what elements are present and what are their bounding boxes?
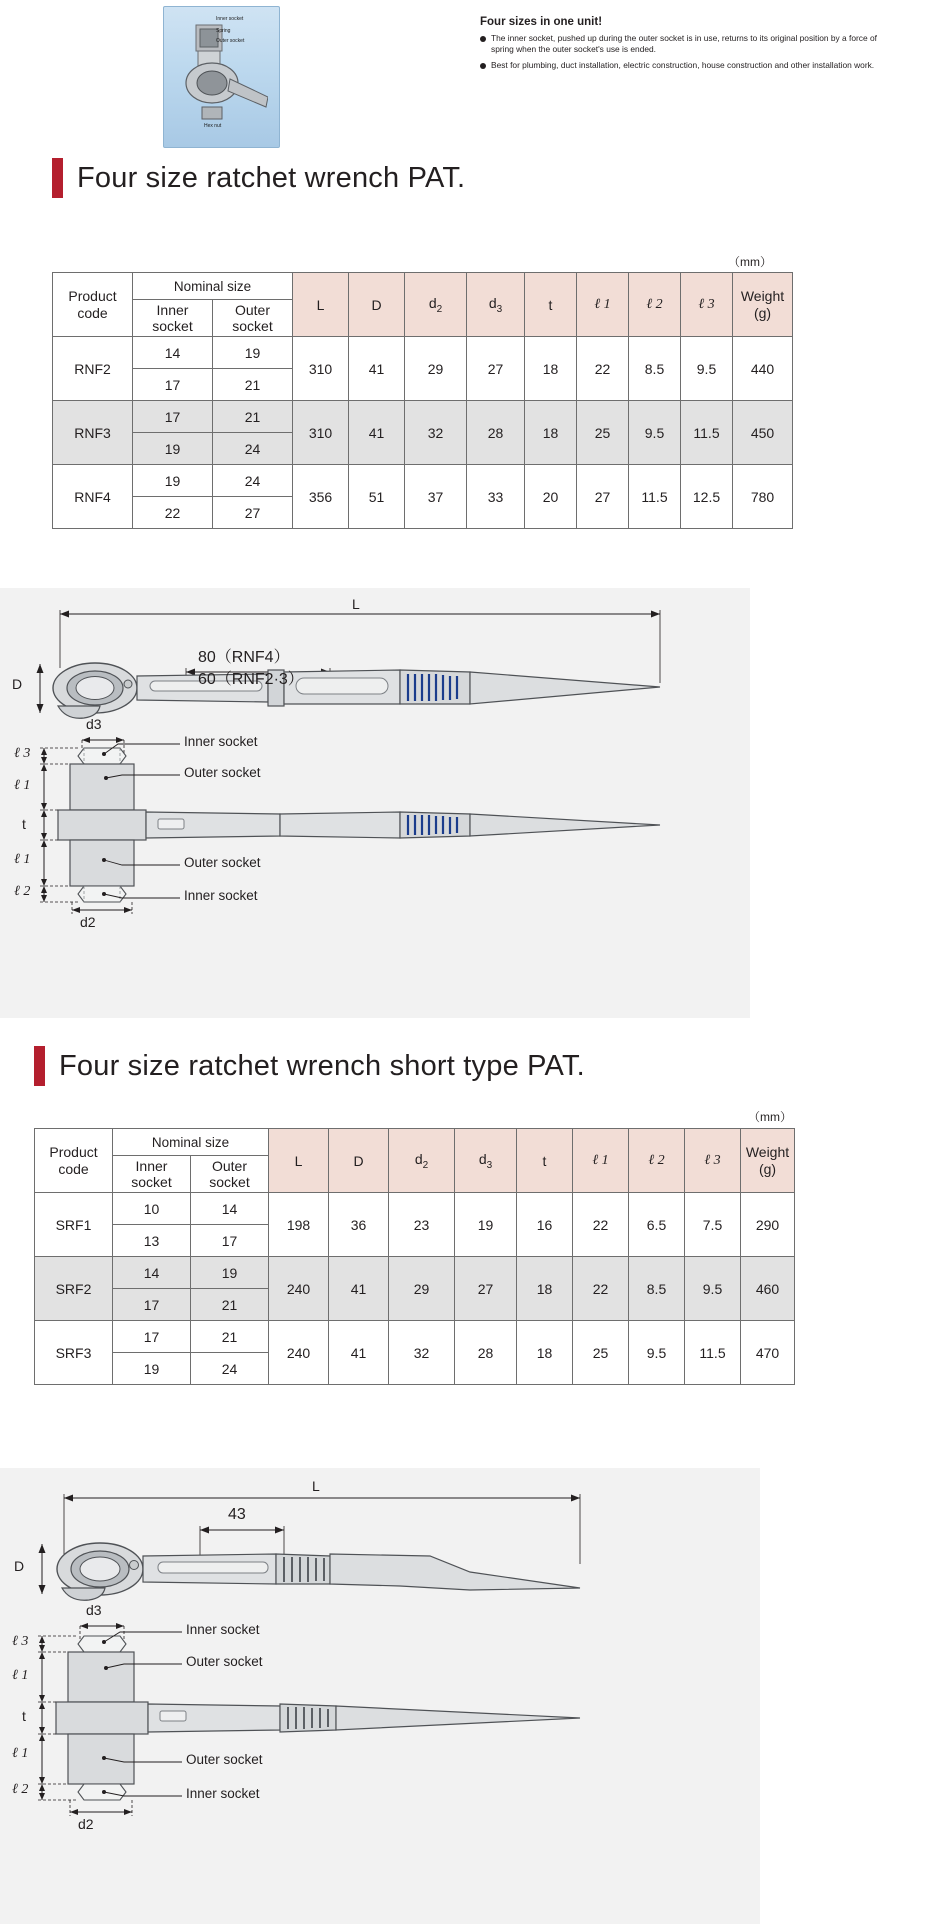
cell-weight: 780 [733,465,793,529]
callout-outer-socket-bottom: Outer socket [186,1752,263,1767]
th-t: t [525,273,577,337]
dim-d3: d3 [86,716,102,732]
table-row [53,401,793,433]
th-nominal-size: Nominal size [113,1129,269,1156]
cell-d3: 27 [455,1257,517,1321]
section-accent-bar [52,158,63,198]
cell-product-code: RNF3 [53,401,133,465]
cell-inner-size: 10 [113,1193,191,1225]
cell-weight: 440 [733,337,793,401]
th-inner-socket: Inner socket [133,300,213,337]
callout-outer-socket-top: Outer socket [186,1654,263,1669]
cell-outer-size: 24 [213,465,293,497]
cell-t: 20 [525,465,577,529]
th-product-code: Product code [35,1129,113,1193]
cell-d3: 33 [467,465,525,529]
diagram-srf-svg [0,1468,760,1924]
cell-L: 198 [269,1193,329,1257]
cell-outer-size: 24 [191,1353,269,1385]
callout-inner-socket-top: Inner socket [184,734,258,749]
cell-outer-size: 21 [213,369,293,401]
dim-l3: ℓ 3 [12,1634,29,1649]
cell-inner-size: 17 [133,401,213,433]
cell-inner-size: 17 [133,369,213,401]
th-d3: $d_3$ [467,273,525,337]
cell-product-code: RNF2 [53,337,133,401]
cell-l2: 11.5 [629,465,681,529]
cell-inner-size: 17 [113,1321,191,1353]
cell-d3: 27 [467,337,525,401]
callout-inner-socket-bottom: Inner socket [186,1786,260,1801]
dim-grip-rnf4: 80（RNF4） [198,649,290,666]
cell-outer-size: 21 [191,1321,269,1353]
cell-l1: 22 [573,1257,629,1321]
cell-d3: 28 [467,401,525,465]
cell-outer-size: 21 [213,401,293,433]
cell-outer-size: 17 [191,1225,269,1257]
photo-callout-inner: Inner socket [216,16,244,22]
cell-t: 18 [517,1257,573,1321]
cell-d3: 28 [455,1321,517,1385]
cell-l2: 8.5 [629,337,681,401]
th-weight: Weight (g) [741,1129,795,1193]
cell-d2: 37 [405,465,467,529]
cell-inner-size: 13 [113,1225,191,1257]
cell-outer-size: 19 [191,1257,269,1289]
promo-bullet: The inner socket, pushed up during the outer socket is in use, returns to its original position by a force of spring when the outer socket's use is ended. [480,33,900,56]
cell-L: 310 [293,337,349,401]
cell-inner-size: 17 [113,1289,191,1321]
section-heading-1 [52,158,465,198]
th-d3: $d_3$ [455,1129,517,1193]
th-outer-socket: Outer socket [213,300,293,337]
cell-inner-size: 14 [133,337,213,369]
cell-inner-size: 14 [113,1257,191,1289]
cell-t: 18 [525,401,577,465]
cell-L: 240 [269,1321,329,1385]
th-weight: Weight (g) [733,273,793,337]
th-L: L [269,1129,329,1193]
section-title: Four size ratchet wrench PAT. [77,161,466,194]
cell-l3: 11.5 [685,1321,741,1385]
cell-weight: 460 [741,1257,795,1321]
cell-inner-size: 22 [133,497,213,529]
th-t: t [517,1129,573,1193]
cell-D: 41 [329,1321,389,1385]
promo-text [480,16,900,75]
cell-D: 51 [349,465,405,529]
cell-weight: 290 [741,1193,795,1257]
cell-l1: 27 [577,465,629,529]
cell-product-code: SRF1 [35,1193,113,1257]
cell-l3: 11.5 [681,401,733,465]
cell-d2: 32 [405,401,467,465]
cell-inner-size: 19 [133,433,213,465]
cell-D: 36 [329,1193,389,1257]
callout-inner-socket-bottom: Inner socket [184,888,258,903]
cell-d2: 29 [405,337,467,401]
cell-L: 240 [269,1257,329,1321]
cell-L: 356 [293,465,349,529]
cell-d2: 29 [389,1257,455,1321]
th-d2: $d_2$ [389,1129,455,1193]
dim-L: L [352,596,360,612]
diagram-srf [0,1468,760,1924]
cell-outer-size: 27 [213,497,293,529]
cell-D: 41 [329,1257,389,1321]
cell-d2: 23 [389,1193,455,1257]
th-l1: ℓ 1 [577,273,629,337]
diagram-rnf [0,588,750,1018]
th-D: D [329,1129,389,1193]
cell-weight: 450 [733,401,793,465]
dim-d2: d2 [78,1816,94,1832]
dim-l1-top: ℓ 1 [14,778,31,793]
cell-weight: 470 [741,1321,795,1385]
section-accent-bar [34,1046,45,1086]
table-row [35,1257,795,1289]
cell-outer-size: 19 [213,337,293,369]
dim-t: t [22,1708,26,1724]
photo-callout-hexnut: Hex nut [204,123,222,129]
cell-inner-size: 19 [113,1353,191,1385]
dim-l1-top: ℓ 1 [12,1668,29,1683]
cell-outer-size: 21 [191,1289,269,1321]
photo-callout-outer: Outer socket [216,38,245,44]
unit-note: （mm） [748,1110,792,1124]
th-inner-socket: Inner socket [113,1156,191,1193]
cell-l2: 6.5 [629,1193,685,1257]
th-outer-socket: Outer socket [191,1156,269,1193]
cell-product-code: SRF3 [35,1321,113,1385]
th-D: D [349,273,405,337]
cell-outer-size: 14 [191,1193,269,1225]
promo-block [0,0,950,150]
th-l3: ℓ 3 [681,273,733,337]
cell-l3: 9.5 [681,337,733,401]
diagram-rnf-svg [0,588,750,1018]
dim-L: L [312,1478,320,1494]
cell-l1: 25 [577,401,629,465]
dim-d2: d2 [80,914,96,930]
cell-D: 41 [349,401,405,465]
dim-l3: ℓ 3 [14,746,31,761]
dim-d3: d3 [86,1602,102,1618]
dim-D: D [14,1558,25,1574]
dim-l1-bottom: ℓ 1 [14,852,31,867]
promo-headline: Four sizes in one unit! [480,16,603,28]
cell-inner-size: 19 [133,465,213,497]
dim-l2: ℓ 2 [14,884,31,899]
cell-l2: 9.5 [629,401,681,465]
th-l3: ℓ 3 [685,1129,741,1193]
table-header-row [35,1129,795,1156]
dim-t: t [22,816,26,832]
promo-bullet: Best for plumbing, duct installation, electric construction, house construction and other installation work. [480,60,900,71]
cell-product-code: SRF2 [35,1257,113,1321]
th-product-code: Product code [53,273,133,337]
dim-l1-bottom: ℓ 1 [12,1746,29,1761]
th-d2: $d_2$ [405,273,467,337]
product-photo [163,6,280,148]
cell-product-code: RNF4 [53,465,133,529]
th-L: L [293,273,349,337]
spec-table-srf [34,1128,795,1385]
cell-d3: 19 [455,1193,517,1257]
table-row [35,1193,795,1225]
cell-l3: 7.5 [685,1193,741,1257]
cell-d2: 32 [389,1321,455,1385]
th-l2: ℓ 2 [629,273,681,337]
callout-inner-socket-top: Inner socket [186,1622,260,1637]
cell-l2: 8.5 [629,1257,685,1321]
table-header-row [53,273,793,300]
unit-note: （mm） [728,255,772,269]
cell-l3: 12.5 [681,465,733,529]
cell-t: 18 [517,1321,573,1385]
th-nominal-size: Nominal size [133,273,293,300]
table-row [53,337,793,369]
photo-callout-spring: Spring [216,28,231,34]
callout-outer-socket-top: Outer socket [184,765,261,780]
cell-outer-size: 24 [213,433,293,465]
section-title: Four size ratchet wrench short type PAT. [59,1049,585,1082]
dim-D: D [12,676,23,692]
dim-grip-rnf23: 60（RNF2·3） [198,671,304,688]
cell-t: 16 [517,1193,573,1257]
th-l2: ℓ 2 [629,1129,685,1193]
cell-l1: 22 [573,1193,629,1257]
table-row [35,1321,795,1353]
cell-t: 18 [525,337,577,401]
dim-grip-43: 43 [228,1506,246,1523]
th-l1: ℓ 1 [573,1129,629,1193]
cell-l1: 22 [577,337,629,401]
cell-D: 41 [349,337,405,401]
table-row [53,465,793,497]
dim-l2: ℓ 2 [12,1782,29,1797]
cell-l1: 25 [573,1321,629,1385]
cell-l2: 9.5 [629,1321,685,1385]
callout-outer-socket-bottom: Outer socket [184,855,261,870]
spec-table-rnf [52,272,793,529]
section-heading-2 [34,1046,585,1086]
cell-l3: 9.5 [685,1257,741,1321]
cell-L: 310 [293,401,349,465]
